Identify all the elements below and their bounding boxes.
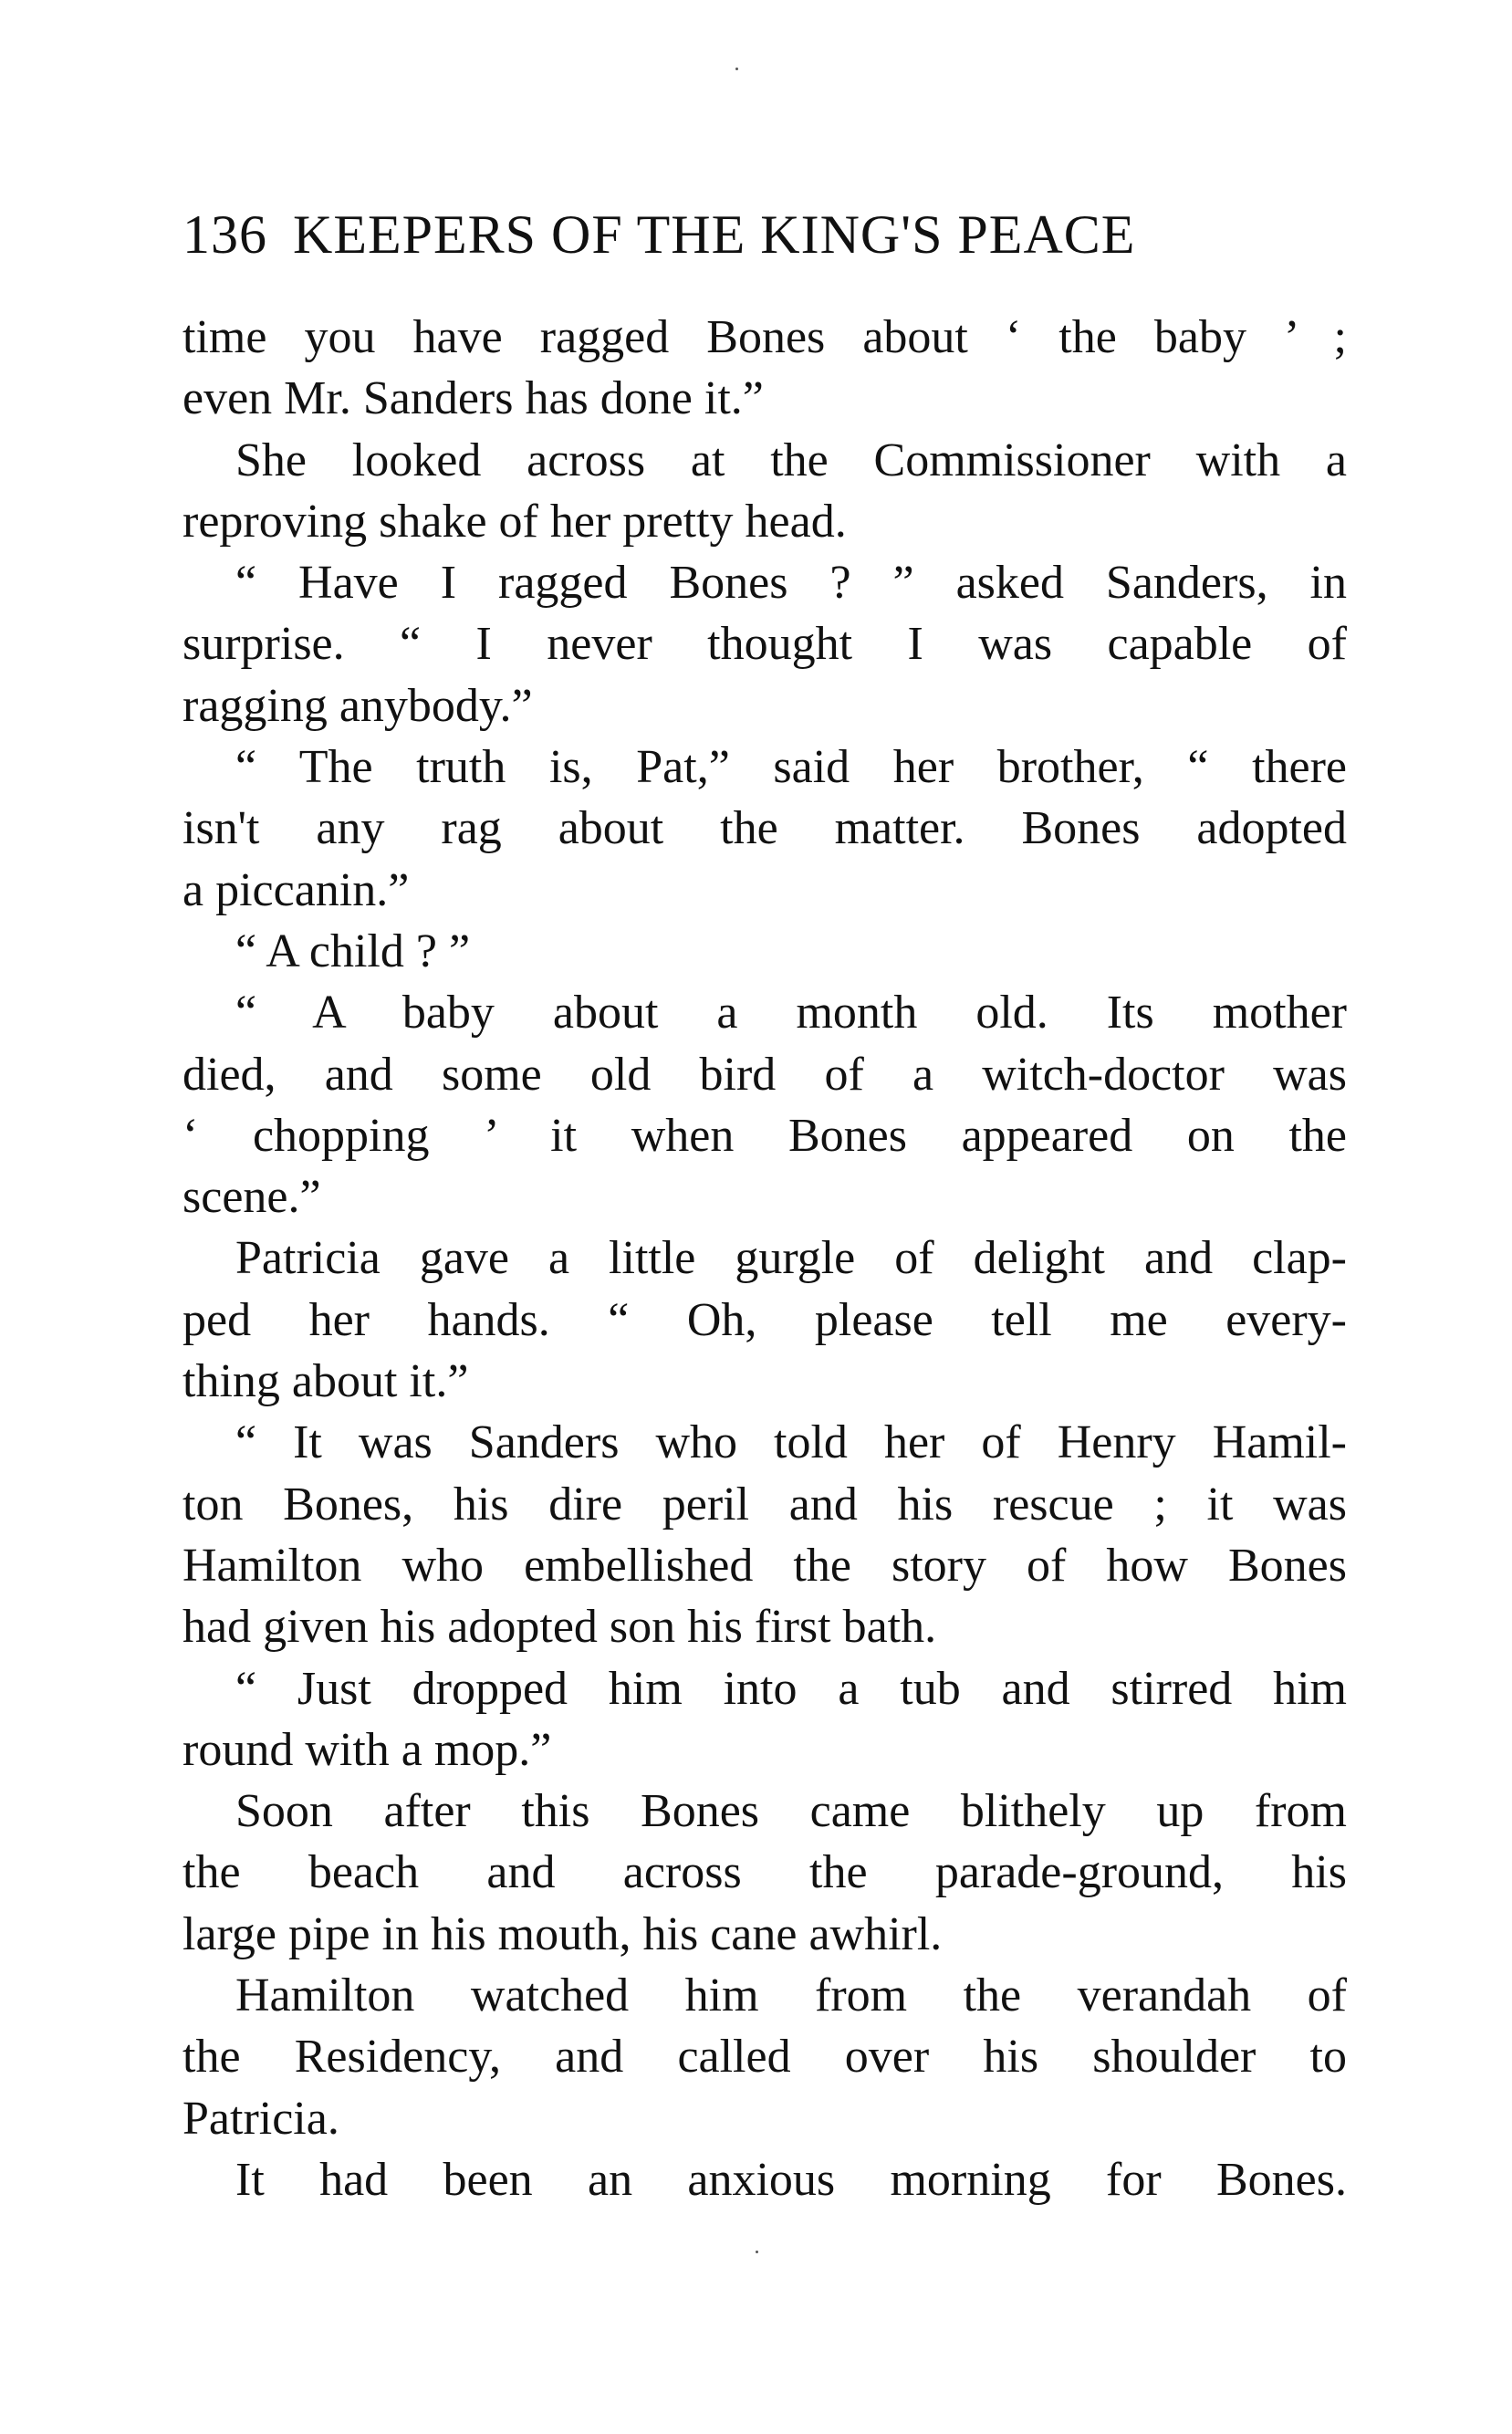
- page-number: 136: [182, 204, 267, 265]
- text-line: the Residency, and called over his shoulder to: [182, 2031, 1347, 2084]
- text-line: Patricia gave a little gurgle of delight and clap-: [235, 1232, 1347, 1285]
- running-header: [182, 203, 1350, 266]
- body-text: [182, 307, 1347, 2210]
- text-line: “ The truth is, Pat,” said her brother, “ there: [235, 741, 1347, 794]
- scan-speck: [735, 68, 738, 70]
- text-line: Patricia.: [182, 2092, 339, 2145]
- text-line: “ Just dropped him into a tub and stirred him: [235, 1662, 1347, 1715]
- text-line: a piccanin.”: [182, 863, 410, 916]
- text-line: “ It was Sanders who told her of Henry Hamil-: [235, 1416, 1347, 1469]
- text-line: ped her hands. “ Oh, please tell me every-: [182, 1293, 1347, 1346]
- text-line: the beach and across the parade-ground, his: [182, 1846, 1347, 1899]
- text-line: scene.”: [182, 1171, 321, 1224]
- text-line: died, and some old bird of a witch-doctor was: [182, 1048, 1347, 1101]
- text-line: time you have ragged Bones about ‘ the baby ’ ;: [182, 311, 1347, 363]
- text-line: even Mr. Sanders has done it.”: [182, 372, 764, 425]
- text-line: “ A child ? ”: [235, 925, 471, 977]
- text-line: surprise. “ I never thought I was capable of: [182, 618, 1347, 671]
- text-line: thing about it.”: [182, 1355, 469, 1408]
- text-line: It had been an anxious morning for Bones.: [235, 2153, 1347, 2206]
- text-line: ton Bones, his dire peril and his rescue ; it was: [182, 1478, 1347, 1530]
- text-line: Soon after this Bones came blithely up from: [235, 1785, 1347, 1838]
- text-line: Hamilton watched him from the verandah of: [235, 1969, 1347, 2022]
- text-line: round with a mop.”: [182, 1723, 552, 1776]
- text-line: She looked across at the Commissioner with a: [235, 434, 1347, 486]
- text-line: isn't any rag about the matter. Bones adopted: [182, 802, 1347, 855]
- text-line: ragging anybody.”: [182, 679, 533, 732]
- text-line: “ Have I ragged Bones ? ” asked Sanders, in: [235, 557, 1347, 610]
- text-line: large pipe in his mouth, his cane awhirl.: [182, 1907, 943, 1960]
- running-title: KEEPERS OF THE KING'S PEACE: [293, 204, 1136, 265]
- text-line: “ A baby about a month old. Its mother: [235, 987, 1347, 1039]
- text-line: Hamilton who embellished the story of how Bones: [182, 1539, 1347, 1592]
- text-line: reproving shake of her pretty head.: [182, 495, 847, 548]
- text-line: ‘ chopping ’ it when Bones appeared on the: [182, 1109, 1347, 1162]
- text-line: had given his adopted son his first bath.: [182, 1601, 937, 1654]
- scan-speck: [756, 2251, 758, 2253]
